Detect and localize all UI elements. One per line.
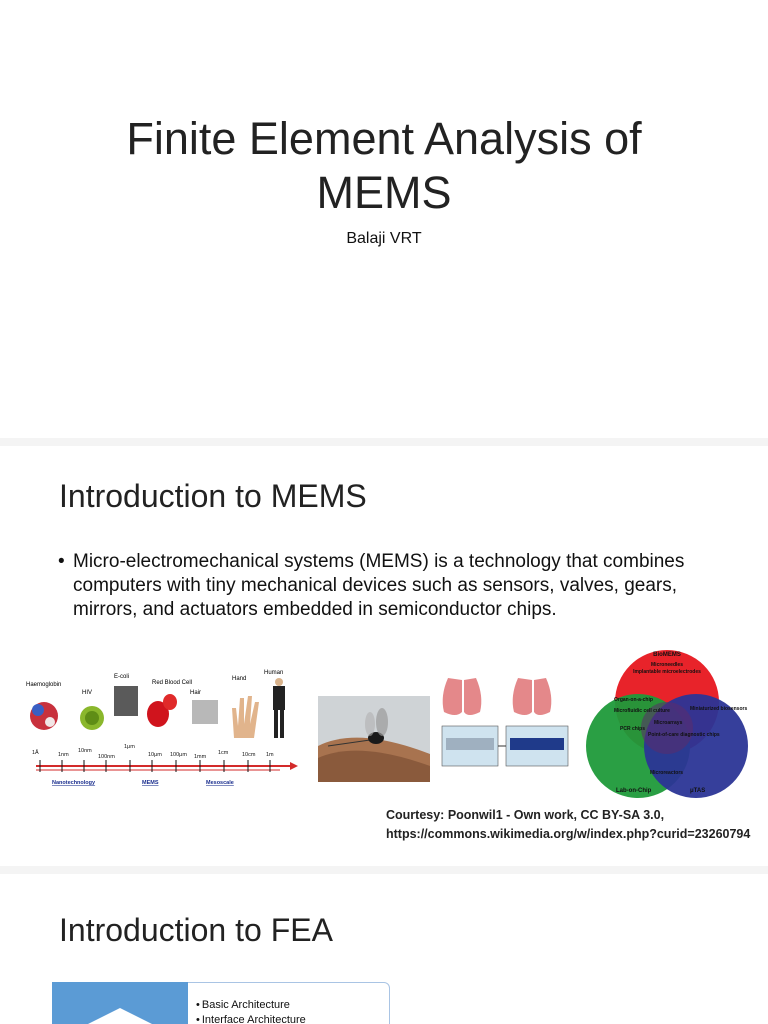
slide-heading: Introduction to MEMS (59, 478, 367, 514)
hair-image (192, 700, 218, 724)
scale-tick-label: 10nm (78, 748, 92, 754)
scale-figure (22, 664, 298, 794)
image-credit (386, 806, 766, 844)
slide-divider (0, 866, 768, 874)
venn-label: Microarrays (654, 720, 683, 726)
scale-item-label: Haemoglobin (26, 682, 62, 688)
venn-label: Point-of-care diagnostic chips (648, 732, 720, 738)
human-image (273, 678, 285, 738)
scale-item-label: Red Blood Cell (152, 680, 193, 686)
scale-tick-label: 1m (266, 752, 274, 758)
venn-label: Microreactors (650, 770, 684, 776)
haemoglobin-image (30, 702, 58, 730)
scale-item-label: E-coli (114, 674, 130, 680)
venn-label: Microneedles (651, 662, 683, 668)
venn-label: Miniaturized biosensors (690, 706, 748, 712)
scale-item-label: Human (264, 670, 284, 676)
venn-label: Organ-on-a-chip (614, 697, 653, 703)
bullet-dot-icon: • (58, 551, 65, 572)
scale-item-label: HIV (82, 690, 93, 696)
slide-title: Finite Element Analysis of MEMS (126, 113, 642, 218)
lung-on-chip-figure (436, 666, 576, 784)
scale-tick-label: 1μm (124, 744, 135, 750)
red-blood-cell-image (147, 694, 177, 727)
chevron-shape-icon (52, 982, 188, 1024)
scale-tick-label: 100nm (98, 754, 115, 760)
scale-item-label: Hand (232, 676, 247, 682)
scale-tick-label: 10cm (242, 752, 256, 758)
credit-line: Courtesy: Poonwil1 - Own work, CC BY-SA 3.0, (386, 808, 665, 822)
intro-mems-slide (0, 446, 768, 866)
micro-robot-photo (318, 696, 430, 782)
title-slide (0, 0, 768, 438)
architecture-list (196, 998, 306, 1024)
list-item: • Interface Architecture (196, 1013, 306, 1024)
list-item: • Basic Architecture (196, 998, 306, 1013)
venn-label: Microfluidic cell culture (614, 708, 670, 714)
scale-item-label: Hair (190, 690, 202, 696)
venn-label: Lab-on-Chip (616, 788, 652, 794)
venn-label: PCR chips (620, 726, 646, 732)
hand-image (232, 696, 259, 738)
biomems-venn-diagram (578, 646, 756, 800)
hiv-image (80, 706, 104, 730)
venn-label: μTAS (690, 788, 706, 794)
slide-author: Balaji VRT (346, 230, 422, 247)
scale-tick-label: 10μm (148, 752, 162, 758)
slide-heading: Introduction to FEA (59, 912, 333, 948)
venn-label: Implantable microelectrodes (633, 669, 701, 675)
range-label: Nanotechnology (52, 780, 96, 786)
venn-label: BioMEMS (653, 652, 681, 658)
credit-link[interactable]: https://commons.wikimedia.org/w/index.php?curid=23260794 (386, 827, 751, 841)
scale-tick-label: 100μm (170, 752, 187, 758)
scale-tick-label: 1nm (58, 752, 69, 758)
range-label: Mesoscale (206, 780, 234, 786)
scale-tick-label: 1cm (218, 750, 229, 756)
range-label: MEMS (142, 780, 159, 786)
ecoli-image (114, 686, 138, 716)
scale-tick-label: 1mm (194, 754, 207, 760)
intro-fea-slide (0, 874, 768, 1024)
bullet-text: Micro-electromechanical systems (MEMS) is a technology that combines computers with tiny mechanical devices such as sensors, valves, gears, mirrors, and actuators embedded in semiconductor chips. (73, 551, 685, 620)
bullet-item (58, 550, 718, 622)
slide-divider (0, 438, 768, 446)
scale-tick-label: 1Å (32, 750, 39, 756)
